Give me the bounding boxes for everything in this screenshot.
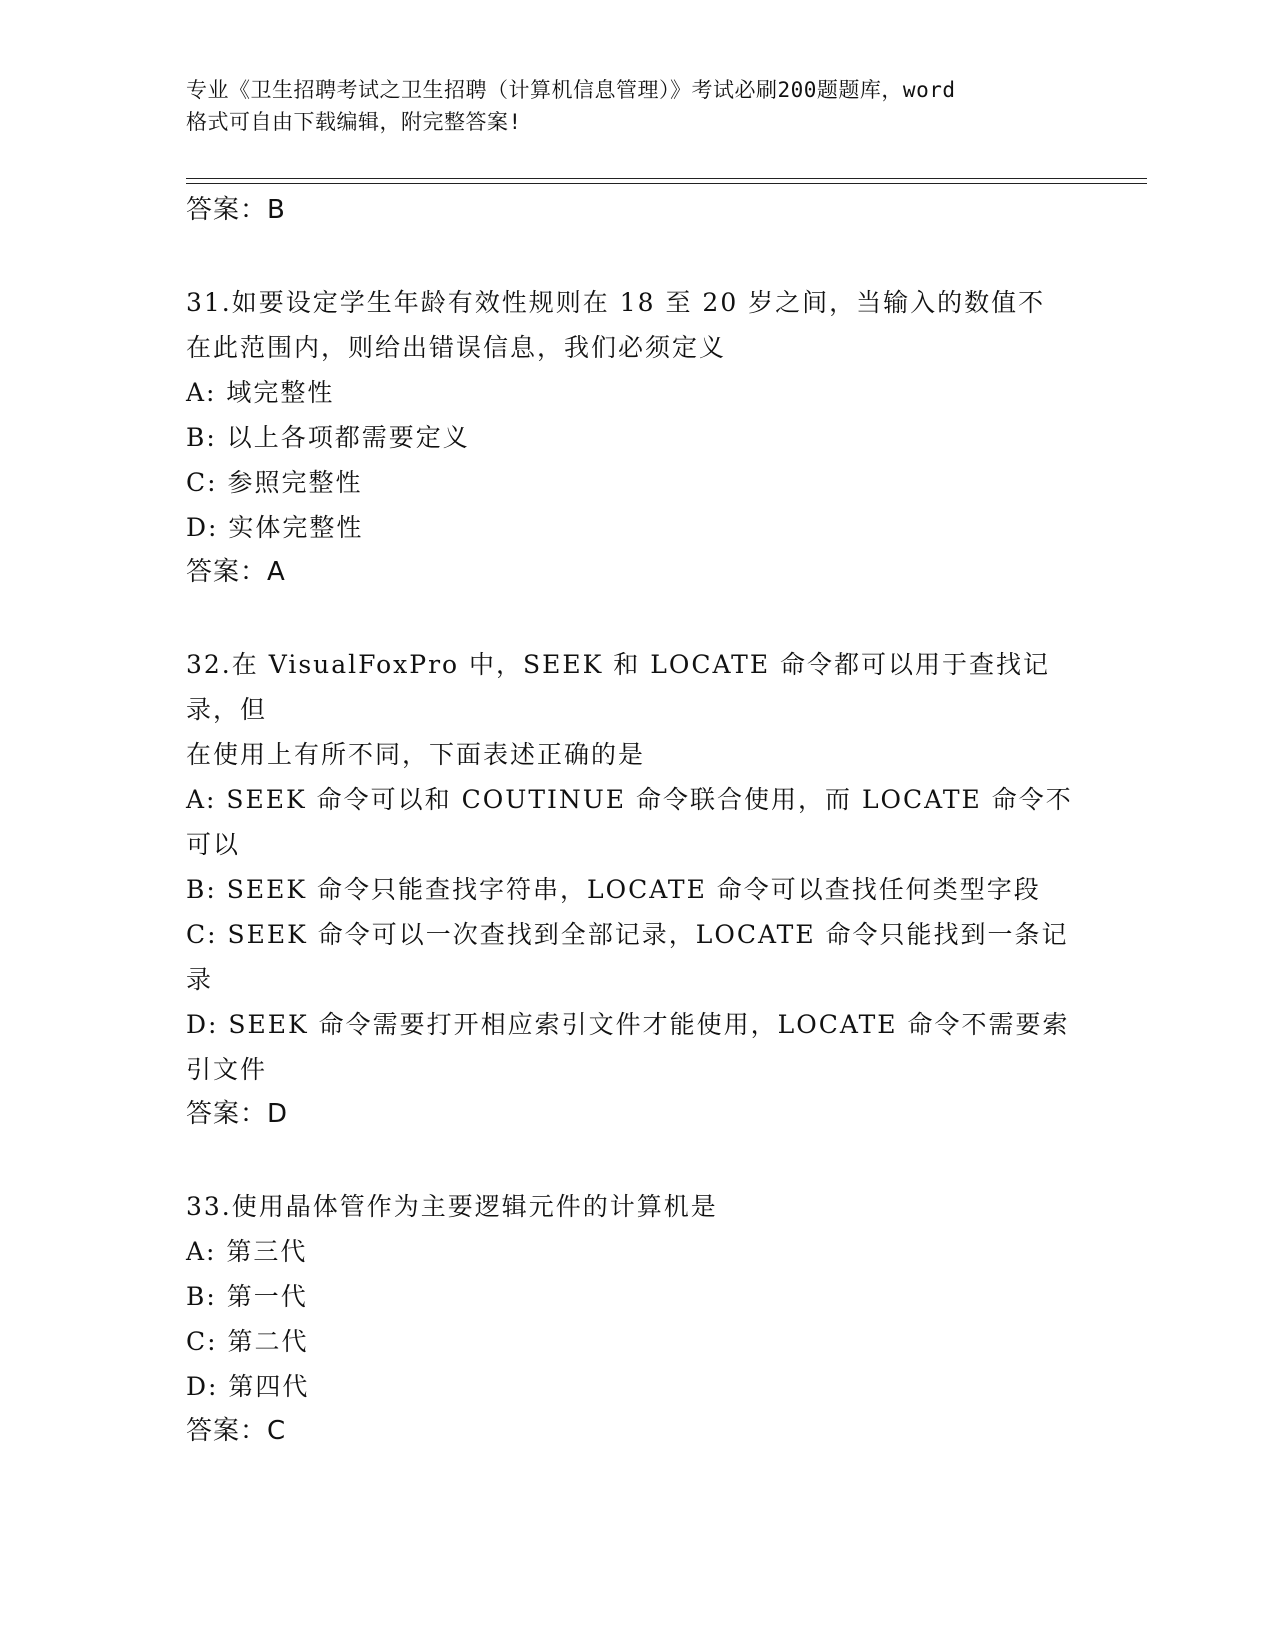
question-text-line: 在使用上有所不同，下面表述正确的是 [186, 740, 646, 769]
question-text-line: 33.使用晶体管作为主要逻辑元件的计算机是 [186, 1192, 718, 1221]
question-text-line: 31.如要设定学生年龄有效性规则在 18 至 20 岁之间，当输入的数值不 [186, 288, 1046, 317]
header-line-2: 格式可自由下载编辑，附完整答案! [186, 110, 522, 134]
option-c [186, 912, 1096, 1002]
option-text: B: 以上各项都需要定义 [186, 423, 470, 452]
question-text [186, 1184, 1096, 1229]
header-rule-bottom [186, 183, 1147, 184]
option-b [186, 1274, 1096, 1319]
option-text: C: 参照完整性 [186, 468, 363, 497]
option-text: D: 实体完整性 [186, 513, 364, 542]
option-text: A: 域完整性 [186, 378, 335, 407]
option-a [186, 370, 1096, 415]
document-header [186, 74, 1106, 138]
question-32 [186, 642, 1096, 1137]
option-text: A: 第三代 [186, 1237, 308, 1266]
option-text: 录 [186, 965, 214, 994]
option-d [186, 505, 1096, 550]
option-text: C: 第二代 [186, 1327, 309, 1356]
header-rule-top [186, 178, 1147, 179]
question-list [186, 188, 1096, 1454]
option-d [186, 1002, 1096, 1092]
option-text: 引文件 [186, 1055, 268, 1084]
previous-answer: 答案：B [186, 195, 286, 225]
question-31 [186, 280, 1096, 595]
option-b [186, 867, 1096, 912]
option-d [186, 1364, 1096, 1409]
question-text [186, 642, 1096, 777]
option-text: D: 第四代 [186, 1372, 310, 1401]
option-text: C: SEEK 命令可以一次查找到全部记录，LOCATE 命令只能找到一条记 [186, 920, 1069, 949]
question-text [186, 280, 1096, 370]
option-a [186, 777, 1096, 867]
option-c [186, 1319, 1096, 1364]
option-a [186, 1229, 1096, 1274]
answer: 答案：D [186, 1099, 289, 1129]
answer: 答案：A [186, 557, 286, 587]
question-text-line: 32.在 VisualFoxPro 中，SEEK 和 LOCATE 命令都可以用于查找记录，但 [186, 650, 1051, 724]
answer: 答案：C [186, 1416, 287, 1446]
option-text: A: SEEK 命令可以和 COUTINUE 命令联合使用，而 LOCATE 命令不可以 [186, 785, 1073, 859]
option-text: B: 第一代 [186, 1282, 308, 1311]
option-text: D: SEEK 命令需要打开相应索引文件才能使用，LOCATE 命令不需要索 [186, 1010, 1070, 1039]
option-text: B: SEEK 命令只能查找字符串，LOCATE 命令可以查找任何类型字段 [186, 875, 1041, 904]
option-b [186, 415, 1096, 460]
option-c [186, 460, 1096, 505]
header-line-1: 专业《卫生招聘考试之卫生招聘（计算机信息管理）》考试必刷200题题库，word [186, 78, 956, 102]
question-33 [186, 1184, 1096, 1454]
question-text-line: 在此范围内，则给出错误信息，我们必须定义 [186, 333, 727, 362]
